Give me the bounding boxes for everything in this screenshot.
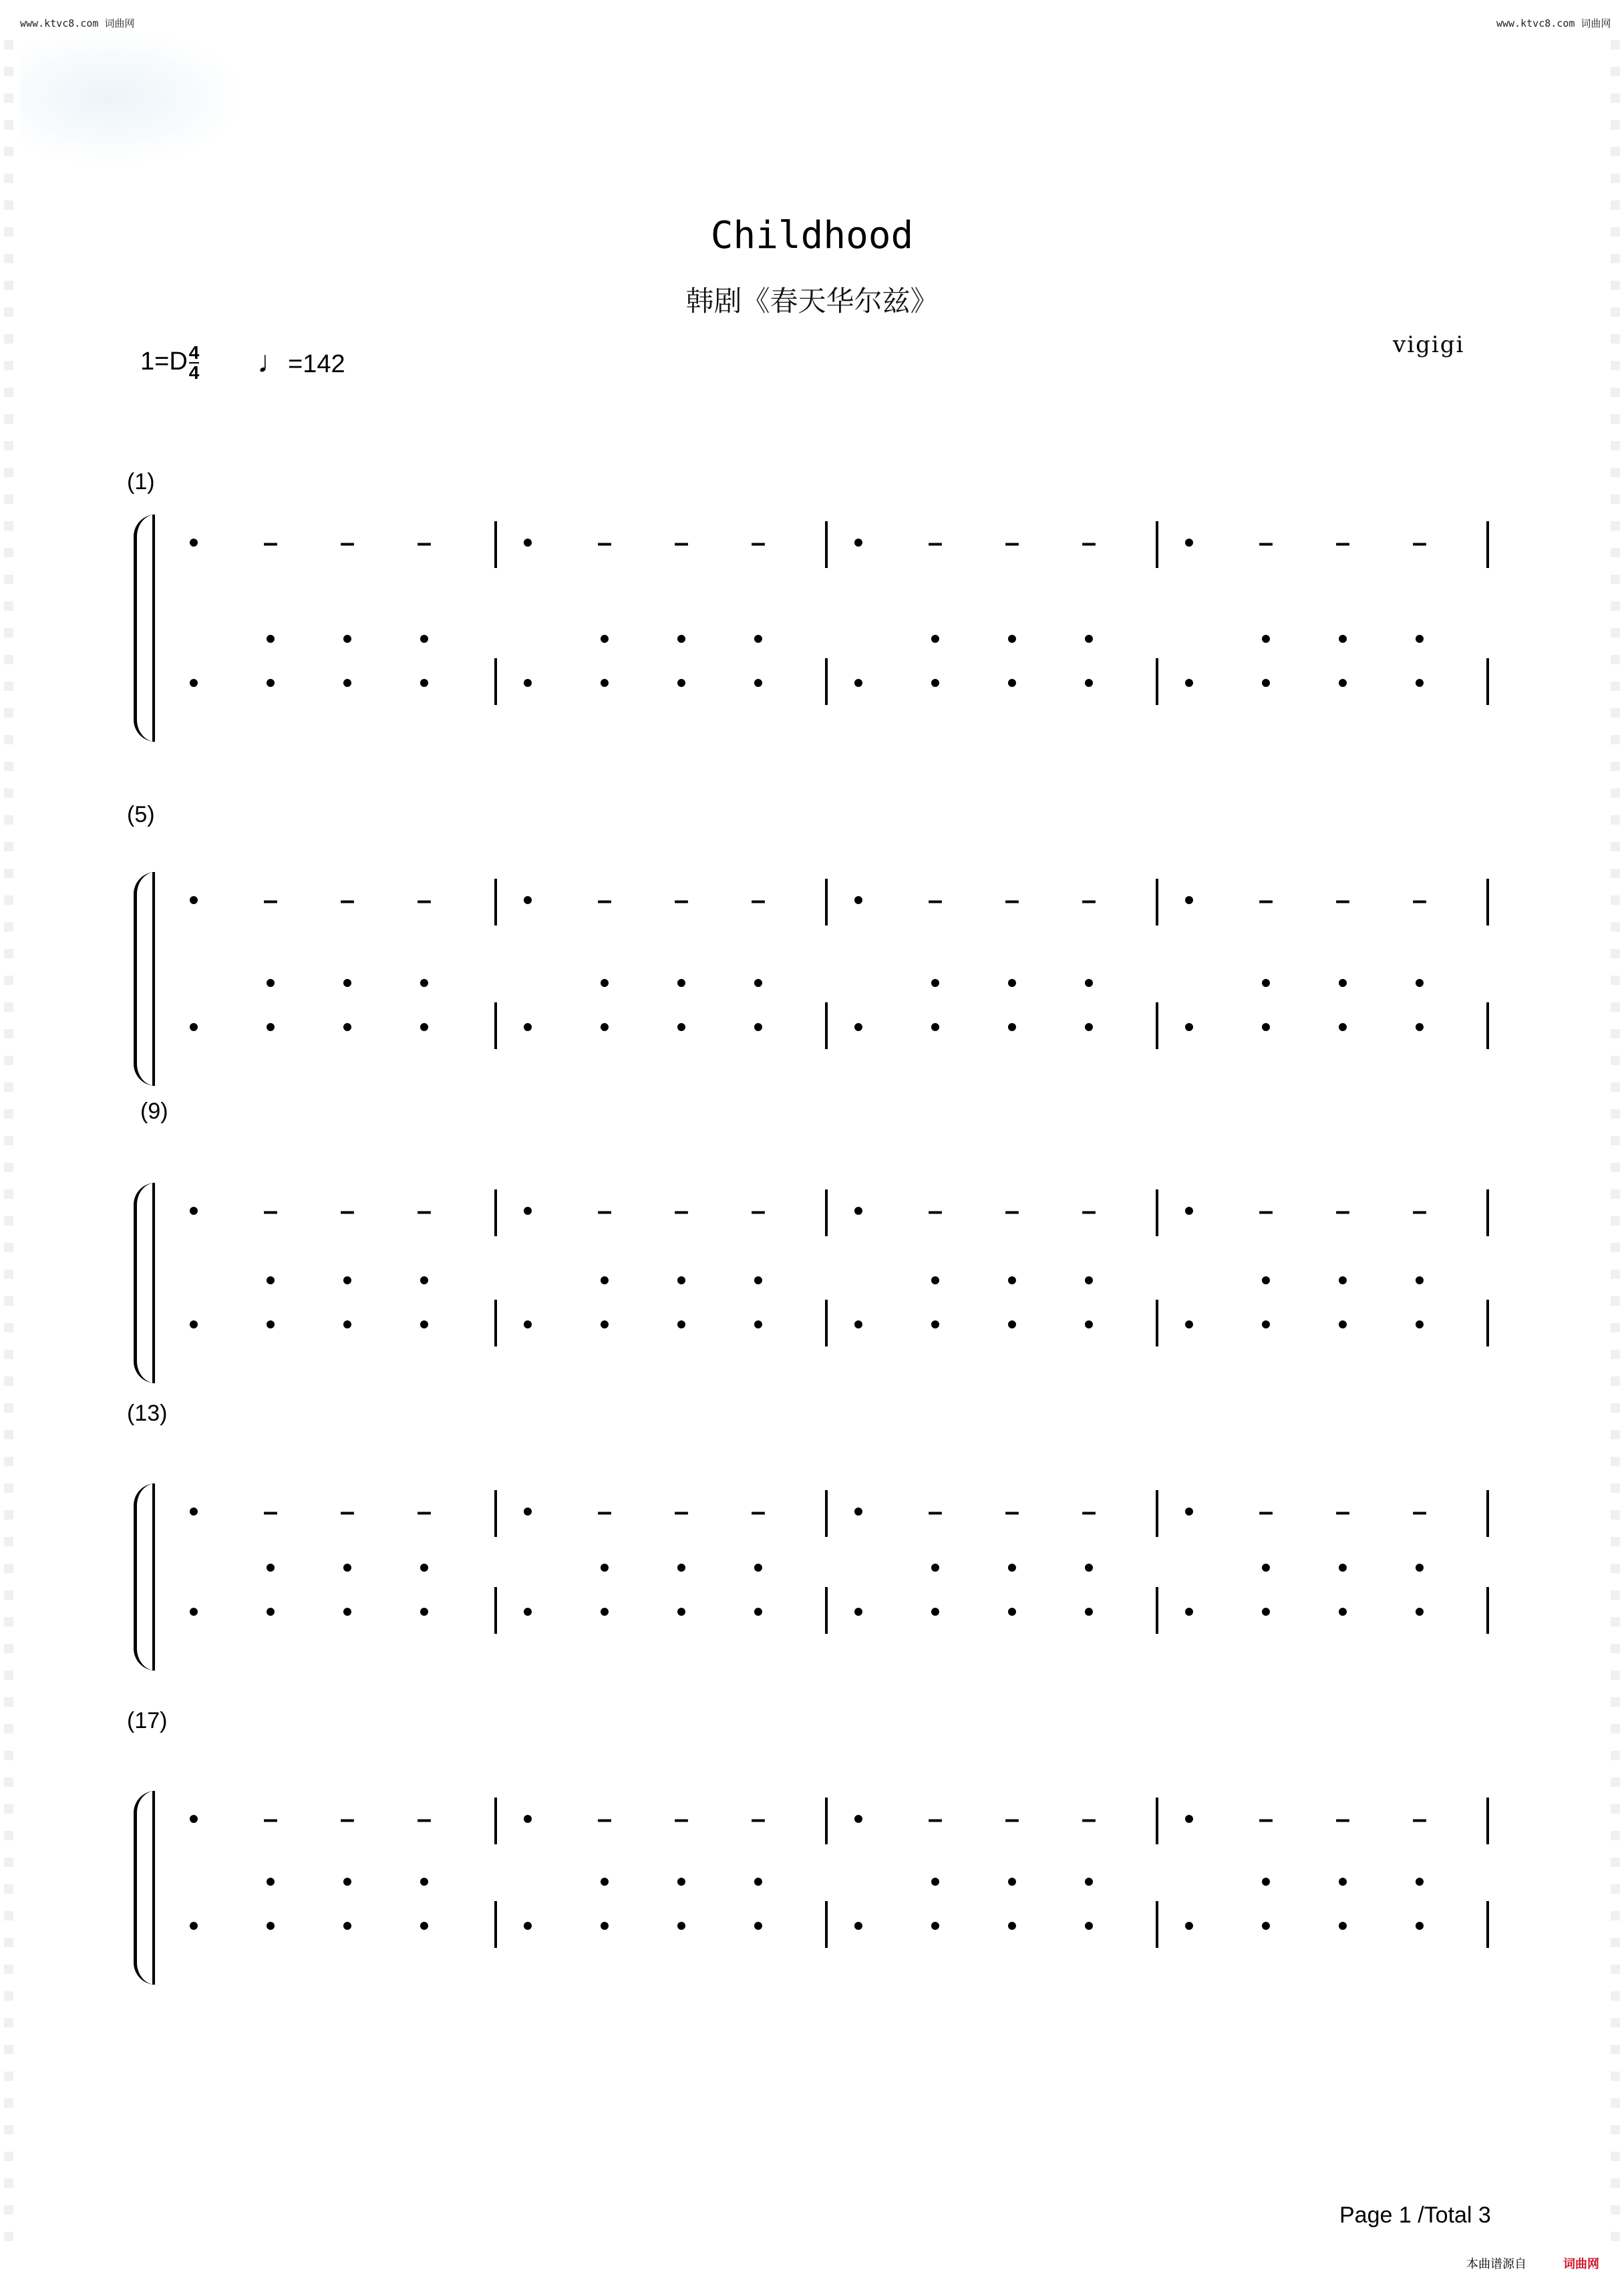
bass-chord-note: • [930,1552,941,1583]
barline [494,879,497,925]
bass-chord-note: • [1261,1264,1271,1296]
sustain-dash: – [416,1804,432,1834]
sustain-dash: – [673,1497,689,1526]
bass-note: • [342,1910,353,1941]
watermark-logo [20,27,247,167]
bass-note: • [599,1596,610,1627]
tempo-marking: ♩=142 [257,344,345,379]
sustain-dash: – [1081,528,1097,557]
note-head: • [188,1195,199,1226]
bass-note: • [930,1011,941,1042]
score-subtitle: 韩剧《春天华尔兹》 [685,285,939,317]
sustain-dash: – [1412,1804,1428,1834]
note-head: • [522,527,533,558]
bass-note: • [676,1011,687,1042]
bass-note: • [930,1308,941,1340]
sustain-dash: – [597,1497,613,1526]
barline [494,658,497,705]
sustain-dash: – [1412,885,1428,915]
bass-chord-note: • [1007,1264,1017,1296]
bass-note: • [1084,667,1094,698]
barline [1156,658,1158,705]
bass-note: • [342,1011,353,1042]
bass-note: • [1007,1596,1017,1627]
score-title: Childhood [710,214,914,257]
bass-note: • [753,1596,764,1627]
note-head: • [522,1495,533,1527]
bass-note: • [522,1910,533,1941]
bass-note: • [342,1308,353,1340]
note-head: • [188,527,199,558]
sustain-dash: – [1004,528,1020,557]
bass-note: • [1337,1910,1348,1941]
system-barline [152,515,155,742]
bass-chord-note: • [599,1866,610,1897]
bass-chord-note: • [930,1866,941,1897]
bass-chord-note: • [265,1264,276,1296]
sustain-dash: – [1258,885,1274,915]
bass-note: • [676,1910,687,1941]
bass-note: • [599,1910,610,1941]
bass-note: • [753,667,764,698]
bass-note: • [1084,1596,1094,1627]
note-head: • [853,1195,864,1226]
sustain-dash: – [927,1804,943,1834]
sustain-dash: – [750,528,766,557]
measure-number: (13) [127,1401,168,1426]
sustain-dash: – [1258,1196,1274,1226]
sustain-dash: – [1004,1196,1020,1226]
bass-note: • [1007,1011,1017,1042]
bass-chord-note: • [1337,967,1348,998]
sustain-dash: – [263,1497,279,1526]
barline [1156,521,1158,568]
bass-chord-note: • [419,967,430,998]
bass-note: • [676,1596,687,1627]
bass-note: • [188,1308,199,1340]
bass-chord-note: • [1337,1866,1348,1897]
sustain-dash: – [1081,885,1097,915]
bass-chord-note: • [599,967,610,998]
sustain-dash: – [339,528,355,557]
bass-note: • [1337,1596,1348,1627]
sustain-dash: – [927,1196,943,1226]
bass-chord-note: • [599,1552,610,1583]
sustain-dash: – [927,528,943,557]
note-head: • [1184,527,1194,558]
footer-source: 本曲谱源自 [1466,2257,1526,2271]
quarter-note-icon: ♩ [257,344,288,379]
bass-chord-note: • [419,1264,430,1296]
bass-chord-note: • [599,1264,610,1296]
bass-chord-note: • [1007,1866,1017,1897]
sustain-dash: – [416,1497,432,1526]
note-head: • [853,527,864,558]
bass-note: • [419,1910,430,1941]
bass-note: • [1261,1910,1271,1941]
bass-note: • [676,1308,687,1340]
key-signature: 1=D $\frac{4}{4}$ [140,342,200,383]
bass-chord-note: • [753,623,764,654]
bass-chord-note: • [930,967,941,998]
bass-note: • [853,1596,864,1627]
note-head: • [853,1803,864,1834]
barline [1486,1901,1489,1948]
note-head: • [1184,1495,1194,1527]
barline [1486,1300,1489,1346]
bass-note: • [1084,1910,1094,1941]
bass-chord-note: • [1084,967,1094,998]
sustain-dash: – [263,528,279,557]
footer-brand: 词曲网 [1563,2257,1599,2271]
note-head: • [188,1495,199,1527]
bass-chord-note: • [265,623,276,654]
bass-chord-note: • [1337,1264,1348,1296]
bass-chord-note: • [1414,967,1425,998]
note-head: • [188,1803,199,1834]
system-barline [152,1183,155,1383]
bass-note: • [265,667,276,698]
bass-chord-note: • [1261,1866,1271,1897]
bass-note: • [853,667,864,698]
bass-note: • [753,1011,764,1042]
bass-chord-note: • [342,623,353,654]
bass-note: • [1414,1910,1425,1941]
bass-note: • [599,667,610,698]
bass-note: • [930,1596,941,1627]
bass-chord-note: • [1414,1552,1425,1583]
bass-chord-note: • [342,1552,353,1583]
sustain-dash: – [1081,1196,1097,1226]
bass-chord-note: • [1337,623,1348,654]
sustain-dash: – [673,528,689,557]
system-barline [152,1483,155,1671]
sustain-dash: – [339,1804,355,1834]
sustain-dash: – [1258,1804,1274,1834]
bass-chord-note: • [265,1866,276,1897]
bass-note: • [419,1308,430,1340]
bass-note: • [265,1308,276,1340]
sustain-dash: – [263,1804,279,1834]
bass-chord-note: • [1414,623,1425,654]
bass-note: • [1184,667,1194,698]
barline [825,879,828,925]
barline [1486,521,1489,568]
sustain-dash: – [263,1196,279,1226]
barline [825,1189,828,1236]
bass-chord-note: • [753,1552,764,1583]
system-barline [152,872,155,1086]
header-right: www.ktvc8.com 词曲网 [1496,17,1611,29]
sustain-dash: – [1258,528,1274,557]
measure-number: (17) [127,1708,168,1733]
sustain-dash: – [416,885,432,915]
bass-note: • [1414,1011,1425,1042]
bass-note: • [676,667,687,698]
sustain-dash: – [927,885,943,915]
barline [1156,1002,1158,1049]
bass-note: • [853,1011,864,1042]
bass-note: • [853,1910,864,1941]
barline [1486,658,1489,705]
bass-note: • [1414,1308,1425,1340]
bass-chord-note: • [1007,1552,1017,1583]
barline [494,1798,497,1844]
sustain-dash: – [673,885,689,915]
bass-note: • [1184,1011,1194,1042]
measure-number: (9) [140,1099,168,1124]
bass-note: • [1007,1308,1017,1340]
bass-note: • [1337,1011,1348,1042]
bass-note: • [753,1308,764,1340]
barline [825,521,828,568]
bass-chord-note: • [342,1866,353,1897]
bass-chord-note: • [1007,967,1017,998]
note-head: • [853,1495,864,1527]
sustain-dash: – [1412,1196,1428,1226]
bass-note: • [522,1308,533,1340]
barline [1156,1798,1158,1844]
sustain-dash: – [927,1497,943,1526]
note-head: • [1184,1803,1194,1834]
bass-note: • [1261,667,1271,698]
bass-chord-note: • [1337,1552,1348,1583]
bass-note: • [265,1011,276,1042]
sustain-dash: – [673,1196,689,1226]
bass-chord-note: • [1261,1552,1271,1583]
bass-note: • [188,1910,199,1941]
barline [1156,1901,1158,1948]
barline [1156,1300,1158,1346]
sustain-dash: – [750,885,766,915]
bass-note: • [599,1308,610,1340]
bass-chord-note: • [599,623,610,654]
barline [825,1901,828,1948]
note-head: • [853,884,864,915]
bass-note: • [342,1596,353,1627]
bass-note: • [1007,667,1017,698]
bass-note: • [188,667,199,698]
sustain-dash: – [597,1196,613,1226]
bass-note: • [1084,1308,1094,1340]
bass-chord-note: • [265,1552,276,1583]
barline [1156,1189,1158,1236]
bass-chord-note: • [676,623,687,654]
barline [494,521,497,568]
sustain-dash: – [1258,1497,1274,1526]
sustain-dash: – [1004,1804,1020,1834]
sustain-dash: – [1335,885,1351,915]
sustain-dash: – [750,1804,766,1834]
sustain-dash: – [263,885,279,915]
right-margin-strip [1611,40,1620,2245]
barline [494,1901,497,1948]
bass-note: • [419,1596,430,1627]
bass-chord-note: • [419,1866,430,1897]
bass-note: • [599,1011,610,1042]
measure-number: (1) [127,469,155,494]
sustain-dash: – [597,1804,613,1834]
bass-note: • [419,1011,430,1042]
note-head: • [188,884,199,915]
sustain-dash: – [597,528,613,557]
bass-note: • [522,1596,533,1627]
bass-note: • [265,1596,276,1627]
bass-chord-note: • [1261,623,1271,654]
barline [825,1490,828,1537]
bass-note: • [1184,1308,1194,1340]
sustain-dash: – [339,1196,355,1226]
bass-chord-note: • [1084,1866,1094,1897]
system-barline [152,1791,155,1985]
sustain-dash: – [1004,1497,1020,1526]
bass-chord-note: • [676,1866,687,1897]
barline [1486,1587,1489,1634]
bass-chord-note: • [676,1552,687,1583]
sustain-dash: – [1412,1497,1428,1526]
bass-chord-note: • [419,623,430,654]
bass-note: • [419,667,430,698]
page-indicator: Page 1 /Total 3 [1339,2202,1491,2228]
bass-note: • [188,1596,199,1627]
sustain-dash: – [750,1497,766,1526]
bass-chord-note: • [1414,1264,1425,1296]
left-margin-strip [4,40,13,2245]
bass-chord-note: • [1084,1552,1094,1583]
sustain-dash: – [1335,1196,1351,1226]
note-head: • [522,1803,533,1834]
bass-note: • [1414,667,1425,698]
note-head: • [522,1195,533,1226]
bass-note: • [522,667,533,698]
barline [1156,1587,1158,1634]
time-signature: $\frac{4}{4}$ [188,342,200,383]
sustain-dash: – [1081,1804,1097,1834]
bass-note: • [1261,1011,1271,1042]
bass-chord-note: • [753,1264,764,1296]
barline [494,1002,497,1049]
sustain-dash: – [1412,528,1428,557]
bass-note: • [930,667,941,698]
bass-chord-note: • [930,1264,941,1296]
bass-note: • [1337,1308,1348,1340]
sustain-dash: – [750,1196,766,1226]
bass-note: • [1337,667,1348,698]
sustain-dash: – [1335,1804,1351,1834]
bass-chord-note: • [1084,623,1094,654]
header-left: www.ktvc8.com 词曲网 [20,17,135,29]
barline [825,658,828,705]
sustain-dash: – [416,528,432,557]
bass-chord-note: • [676,1264,687,1296]
barline [494,1587,497,1634]
bass-chord-note: • [1414,1866,1425,1897]
barline [825,1002,828,1049]
bass-note: • [930,1910,941,1941]
barline [1486,1798,1489,1844]
barline [494,1189,497,1236]
bass-note: • [188,1011,199,1042]
bass-note: • [342,667,353,698]
barline [825,1587,828,1634]
note-head: • [1184,884,1194,915]
bass-chord-note: • [342,967,353,998]
bass-note: • [1184,1910,1194,1941]
sustain-dash: – [1335,528,1351,557]
note-head: • [1184,1195,1194,1226]
bass-chord-note: • [1261,967,1271,998]
barline [1486,1490,1489,1537]
barline [1486,879,1489,925]
sustain-dash: – [597,885,613,915]
barline [1156,879,1158,925]
bass-chord-note: • [342,1264,353,1296]
barline [1486,1189,1489,1236]
barline [494,1490,497,1537]
arranger-name: vigigi [1393,331,1465,358]
sustain-dash: – [339,885,355,915]
bass-chord-note: • [753,1866,764,1897]
bass-chord-note: • [753,967,764,998]
sustain-dash: – [1081,1497,1097,1526]
barline [494,1300,497,1346]
bass-note: • [1184,1596,1194,1627]
note-head: • [522,884,533,915]
bass-chord-note: • [419,1552,430,1583]
barline [825,1300,828,1346]
barline [1486,1002,1489,1049]
bass-chord-note: • [1007,623,1017,654]
sustain-dash: – [1004,885,1020,915]
bass-chord-note: • [265,967,276,998]
bass-note: • [1007,1910,1017,1941]
bass-chord-note: • [676,967,687,998]
bass-note: • [522,1011,533,1042]
barline [1156,1490,1158,1537]
bass-note: • [853,1308,864,1340]
bass-note: • [1414,1596,1425,1627]
bass-note: • [1261,1308,1271,1340]
sustain-dash: – [416,1196,432,1226]
sustain-dash: – [1335,1497,1351,1526]
sustain-dash: – [673,1804,689,1834]
sustain-dash: – [339,1497,355,1526]
bass-note: • [1084,1011,1094,1042]
bass-note: • [265,1910,276,1941]
measure-number: (5) [127,802,155,827]
bass-note: • [1261,1596,1271,1627]
bass-chord-note: • [930,623,941,654]
bass-chord-note: • [1084,1264,1094,1296]
barline [825,1798,828,1844]
bass-note: • [753,1910,764,1941]
